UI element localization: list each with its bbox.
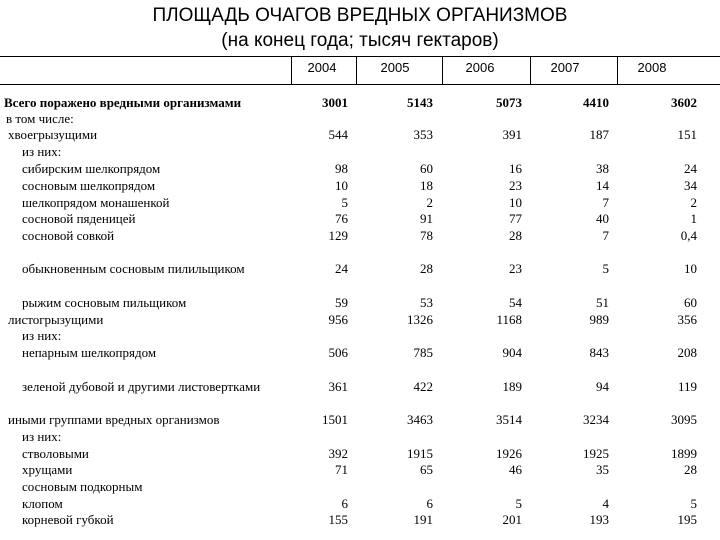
page-subtitle: (на конец года; тысяч гектаров) [221,30,499,51]
table-cell-value: 356 [677,312,697,327]
row-label: непарным шелкопрядом [22,345,157,360]
table-cell-value: 785 [413,345,433,360]
header-column-divider [617,57,618,84]
table-cell-value: 201 [502,512,522,527]
table-cell-value: 4 [602,496,609,511]
table-cell-value: 5 [515,496,522,511]
table-cell-value: 843 [589,345,609,360]
column-header-year: 2004 [307,60,337,75]
row-label: клопом [22,496,63,511]
table-cell-value: 24 [335,261,348,276]
table-cell-value: 0,4 [680,228,697,243]
header-bottom-rule [0,84,720,85]
table-cell-value: 4410 [583,95,609,110]
row-label: в том числе: [6,111,74,126]
table-cell-value: 98 [335,161,348,176]
header-column-divider [442,57,443,84]
row-label: зеленой дубовой и другими листовертками [22,379,261,394]
table-cell-value: 10 [509,195,522,210]
row-label: рыжим сосновым пильщиком [22,295,187,310]
table-cell-value: 1915 [407,446,433,461]
table-cell-value: 3234 [583,412,609,427]
table-cell-value: 34 [684,178,697,193]
row-label: шелкопрядом монашенкой [22,195,170,210]
table-cell-value: 28 [509,228,522,243]
table-cell-value: 7 [602,195,609,210]
table-cell-value: 191 [413,512,433,527]
table-cell-value: 60 [684,295,697,310]
table-cell-value: 187 [589,127,609,142]
table-cell-value: 14 [596,178,609,193]
table-cell-value: 78 [420,228,433,243]
table-cell-value: 76 [335,211,348,226]
row-label: сосновой совкой [22,228,115,243]
table-cell-value: 208 [677,345,697,360]
row-label: стволовыми [22,446,89,461]
row-label: листогрызущими [8,312,104,327]
table-cell-value: 23 [509,261,522,276]
table-cell-value: 59 [335,295,348,310]
table-cell-value: 195 [677,512,697,527]
table-cell-value: 506 [328,345,348,360]
table-cell-value: 38 [596,161,609,176]
table-cell-value: 40 [596,211,609,226]
table-cell-value: 24 [684,161,697,176]
table-cell-value: 989 [589,312,609,327]
table-cell-value: 129 [328,228,348,243]
table-cell-value: 1926 [496,446,522,461]
table-cell-value: 353 [413,127,433,142]
row-label: сосновым шелкопрядом [22,178,156,193]
table-cell-value: 46 [509,462,522,477]
table-cell-value: 18 [420,178,433,193]
table-cell-value: 1168 [496,312,522,327]
table-cell-value: 10 [684,261,697,276]
row-label: сибирским шелкопрядом [22,161,161,176]
row-label: из них: [22,429,62,444]
table-cell-value: 392 [328,446,348,461]
row-label: хрущами [22,462,73,477]
table-cell-value: 119 [677,379,697,394]
table-cell-value: 35 [596,462,609,477]
table-cell-value: 544 [328,127,348,142]
table-cell-value: 60 [420,161,433,176]
row-label: хвоегрызущими [8,127,98,142]
table-cell-value: 65 [420,462,433,477]
table-cell-value: 361 [328,379,348,394]
table-cell-value: 904 [502,345,522,360]
table-cell-value: 3001 [322,95,348,110]
page-title: ПЛОЩАДЬ ОЧАГОВ ВРЕДНЫХ ОРГАНИЗМОВ [152,5,568,26]
table-cell-value: 3514 [496,412,522,427]
table-cell-value: 2 [690,195,697,210]
table-cell-value: 422 [413,379,433,394]
table-cell-value: 189 [502,379,522,394]
header-column-divider [356,57,357,84]
table-cell-value: 1326 [407,312,433,327]
table-cell-value: 151 [677,127,697,142]
table-cell-value: 16 [509,161,522,176]
table-cell-value: 6 [426,496,433,511]
table-cell-value: 155 [328,512,348,527]
table-cell-value: 28 [420,261,433,276]
row-label: Всего поражено вредными организмами [4,95,242,110]
column-header-year: 2007 [550,60,580,75]
column-header-year: 2005 [380,60,410,75]
table-cell-value: 3095 [671,412,697,427]
row-label: из них: [22,328,62,343]
table-cell-value: 91 [420,211,433,226]
column-header-year: 2006 [465,60,495,75]
table-cell-value: 2 [426,195,433,210]
table-cell-value: 956 [328,312,348,327]
row-label: обыкновенным сосновым пилильщиком [22,261,245,276]
table-cell-value: 5073 [496,95,522,110]
row-label: из них: [22,144,62,159]
table-cell-value: 28 [684,462,697,477]
table-cell-value: 5 [690,496,697,511]
row-label: иными группами вредных организмов [8,412,220,427]
header-column-divider [530,57,531,84]
table-cell-value: 54 [509,295,522,310]
table-cell-value: 77 [509,211,522,226]
table-cell-value: 71 [335,462,348,477]
table-cell-value: 3463 [407,412,433,427]
table-cell-value: 193 [589,512,609,527]
table-cell-value: 1925 [583,446,609,461]
table-cell-value: 51 [596,295,609,310]
column-header-year: 2008 [637,60,667,75]
table-cell-value: 1899 [671,446,697,461]
row-label: корневой губкой [22,512,114,527]
table-cell-value: 1501 [322,412,348,427]
table-cell-value: 1 [690,211,697,226]
table-cell-value: 391 [502,127,522,142]
table-cell-value: 3602 [671,95,697,110]
row-label: сосновой пяденицей [22,211,136,226]
table-cell-value: 6 [341,496,348,511]
table-cell-value: 10 [335,178,348,193]
header-top-rule [0,56,720,57]
table-cell-value: 23 [509,178,522,193]
row-label: сосновым подкорным [22,479,143,494]
table-cell-value: 53 [420,295,433,310]
table-cell-value: 5 [341,195,348,210]
table-cell-value: 7 [602,228,609,243]
table-cell-value: 94 [596,379,609,394]
table-cell-value: 5 [602,261,609,276]
table-cell-value: 5143 [407,95,433,110]
